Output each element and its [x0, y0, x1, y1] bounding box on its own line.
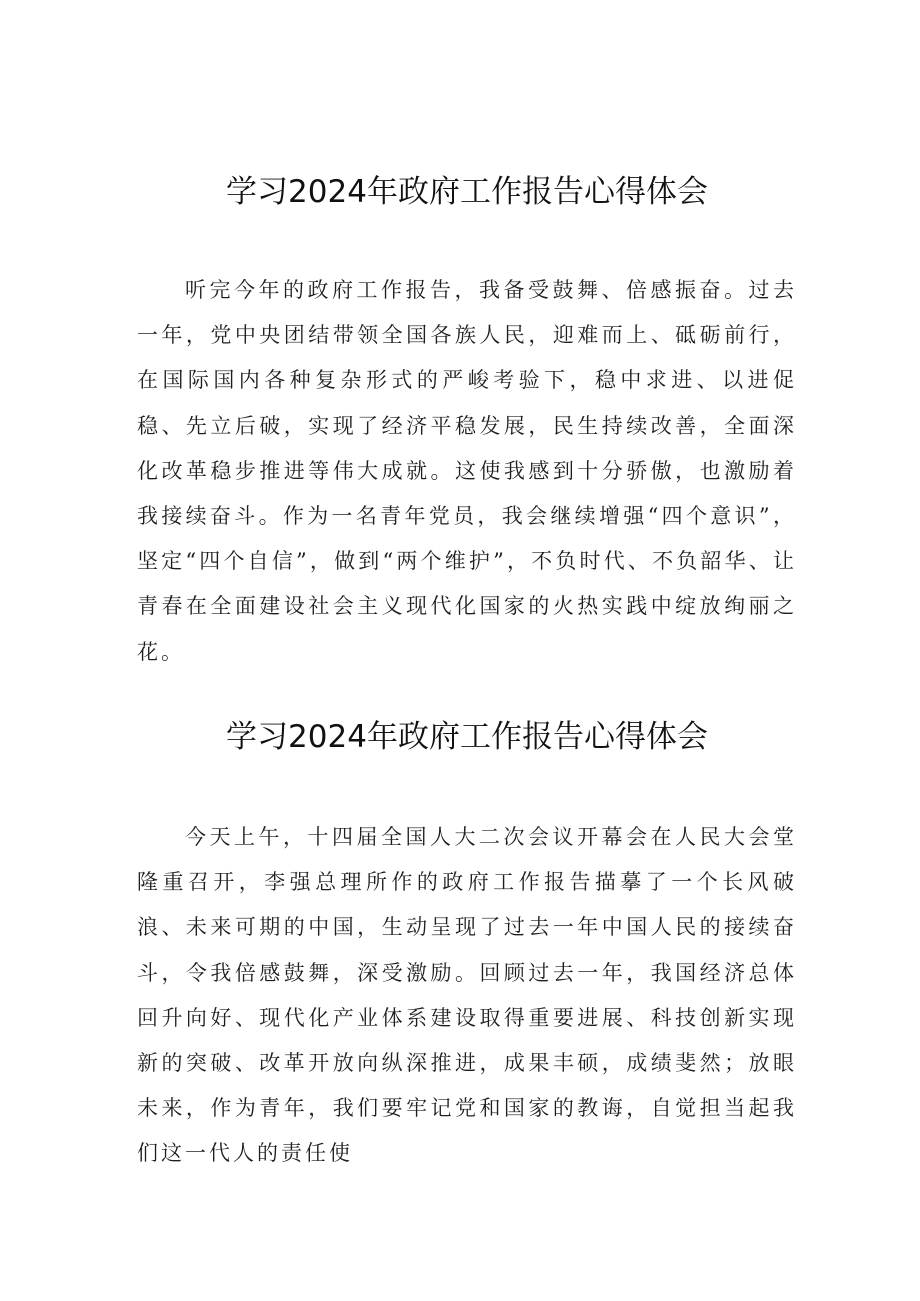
section-title: 学习2024年政府工作报告心得体会	[226, 174, 708, 210]
section-paragraph: 今天上午，十四届全国人大二次会议开幕会在人民大会堂隆重召开，李强总理所作的政府工作报告描摹了一个长风破浪、未来可期的中国，生动呈现了过去一年中国人民的接续奋斗，令我倍感鼓舞，深受激励。回顾过去一年，我国经济总体回升向好、现代化产业体系建设取得重要进展、科技创新实现新的突破、改革开放向纵深推进，成果丰硕，成绩斐然；放眼未来，作为青年，我们要牢记党和国家的教诲，自觉担当起我们这一代人的责任使	[137, 825, 797, 1166]
section-paragraph: 听完今年的政府工作报告，我备受鼓舞、倍感振奋。过去一年，党中央团结带领全国各族人民，迎难而上、砥砺前行，在国际国内各种复杂形式的严峻考验下，稳中求进、以进促稳、先立后破，实现了经济平稳发展，民生持续改善，全面深化改革稳步推进等伟大成就。这使我感到十分骄傲，也激励着我接续奋斗。作为一名青年党员，我会继续增强“四个意识”，坚定“四个自信”，做到“两个维护”，不负时代、不负韶华、让青春在全面建设社会主义现代化国家的火热实践中绽放绚丽之花。	[137, 278, 797, 664]
section-title: 学习2024年政府工作报告心得体会	[226, 719, 708, 755]
essay-section-2	[137, 715, 797, 1177]
essay-section-1	[137, 170, 797, 675]
